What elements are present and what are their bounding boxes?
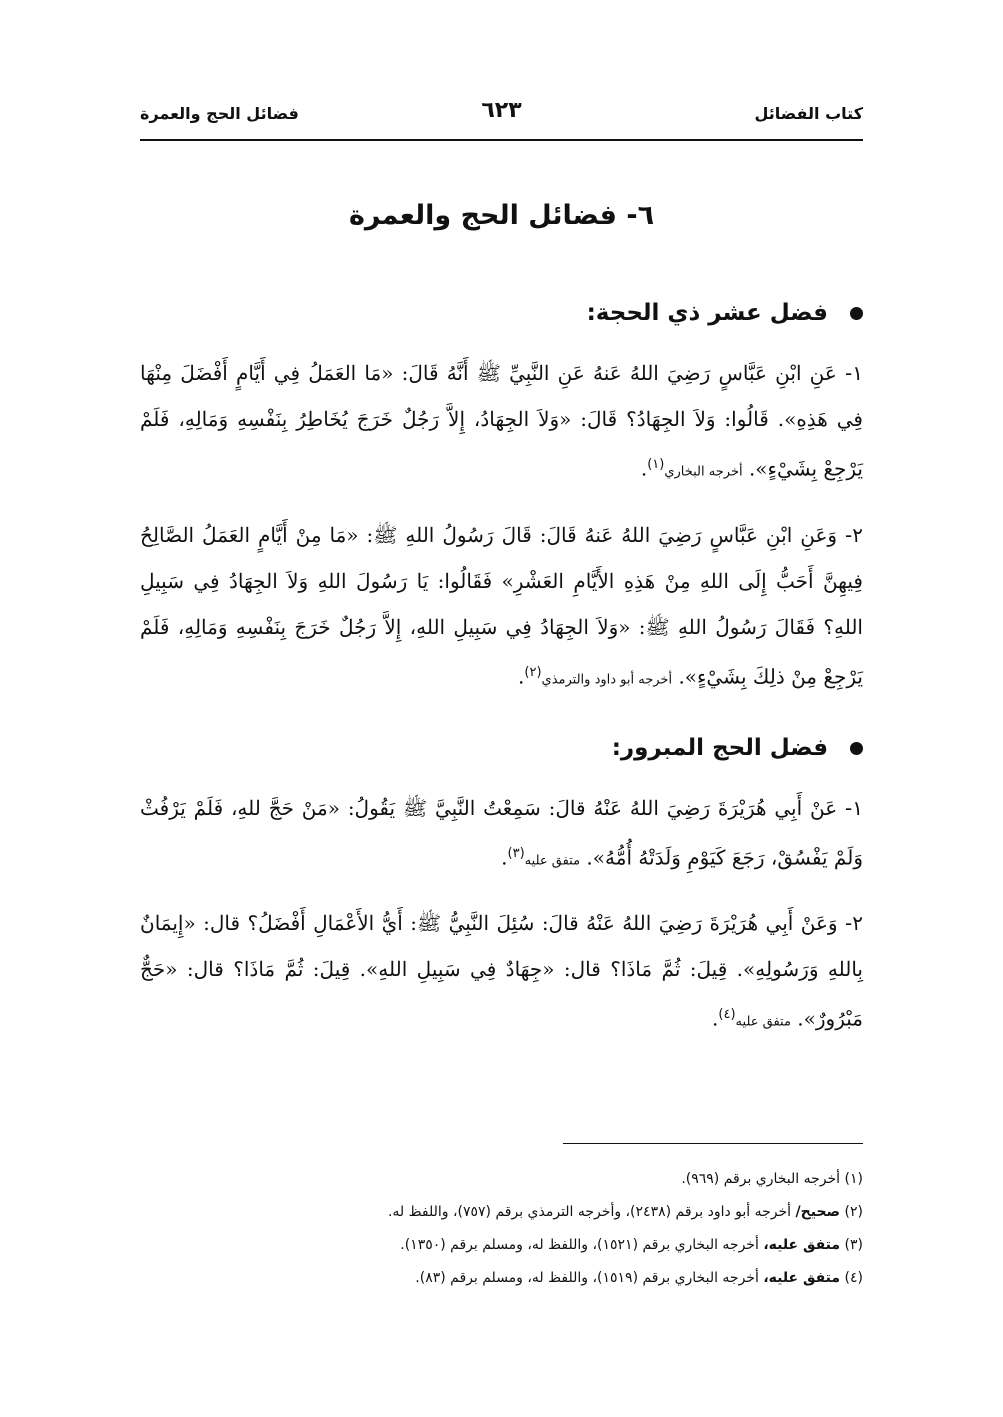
hadith-number: ٢-	[845, 911, 863, 935]
footnote-ref[interactable]: (٣)	[507, 846, 525, 861]
footnote	[140, 1196, 863, 1229]
hadith-number: ١-	[845, 361, 863, 385]
hadith-source: متفق عليه	[524, 853, 581, 869]
bullet-icon	[850, 307, 863, 320]
hadith-text: وَعَنِ ابْنِ عَبَّاسٍ رَضِيَ اللهُ عَنهُ قَالَ: قَالَ رَسُولُ اللهِ ﷺ: «مَا مِنْ أَيَّامٍ العَمَلُ الصَّالِحُ فِيهِنَّ أَحَبُّ إِلَى اللهِ مِنْ هَذِهِ الأَيَّامِ العَشْرِ» فَقَالُوا: يَا رَسُولَ اللهِ وَلاَ الجِهَادُ فِي سَبِيلِ اللهِ؟ فَقَالَ رَسُولُ اللهِ ﷺ: «وَلاَ الجِهَادُ فِي سَبِيلِ اللهِ، إِلاَّ رَجُلٌ خَرَجَ بِنَفْسِهِ وَمَالِهِ، فَلَمْ يَرْجِعْ مِنْ ذلِكَ بِشَيْءٍ».	[140, 523, 863, 689]
footnote-ref[interactable]: (١)	[647, 457, 665, 472]
hadith-source: متفق عليه	[735, 1014, 791, 1030]
section-title: فضل عشر ذي الحجة:	[586, 300, 828, 326]
footnote	[140, 1262, 863, 1295]
header-book-title: كتاب الفضائل	[754, 104, 863, 123]
hadith-text: عَنْ أَبِي هُرَيْرَةَ رَضِيَ اللهُ عَنْهُ قالَ: سَمِعْتُ النَّبِيَّ ﷺ يَقُولُ: «مَنْ حَجَّ للهِ، فَلَمْ يَرْفُثْ وَلَمْ يَفْسُقْ، رَجَعَ كَيَوْمِ وَلَدَتْهُ أُمُّهُ».	[140, 796, 863, 870]
bullet-icon	[850, 742, 863, 755]
footnotes	[140, 1163, 863, 1295]
hadith-number: ٢-	[845, 523, 863, 547]
footnote-number: (٣)	[844, 1237, 863, 1253]
footnote-label: صحيح/	[795, 1204, 841, 1220]
running-header	[140, 98, 863, 138]
footnote-text: أخرجه البخاري برقم (٩٦٩).	[681, 1171, 841, 1187]
header-divider	[140, 139, 863, 141]
footnote-ref[interactable]: (٢)	[524, 665, 542, 680]
footnote-text: أخرجه البخاري برقم (١٥٢١)، واللفظ له، ومسلم برقم (١٣٥٠).	[400, 1237, 759, 1253]
hadith-paragraph: ١- عَنِ ابْنِ عَبَّاسٍ رَضِيَ اللهُ عَنهُ عَنِ النَّبِيِّ ﷺ أَنَّهُ قَالَ: «مَا العَمَلُ فِي أَيَّامٍ أَفْضَلَ مِنْهَا فِي هَذِهِ». قَالُوا: وَلاَ الجِهَادُ؟ قَالَ: «وَلاَ الجِهَادُ، إِلاَّ رَجُلٌ خَرَجَ يُخَاطِرُ بِنَفْسِهِ وَمَالِهِ، فَلَمْ يَرْجِعْ بِشَيْءٍ». أخرجه البخاري$^{(١)}$.	[140, 361, 863, 481]
header-chapter-title: فضائل الحج والعمرة	[140, 104, 299, 123]
hadith-text: عَنِ ابْنِ عَبَّاسٍ رَضِيَ اللهُ عَنهُ عَنِ النَّبِيِّ ﷺ أَنَّهُ قَالَ: «مَا العَمَلُ فِي أَيَّامٍ أَفْضَلَ مِنْهَا فِي هَذِهِ». قَالُوا: وَلاَ الجِهَادُ؟ قَالَ: «وَلاَ الجِهَادُ، إِلاَّ رَجُلٌ خَرَجَ يُخَاطِرُ بِنَفْسِهِ وَمَالِهِ، فَلَمْ يَرْجِعْ بِشَيْءٍ».	[140, 361, 863, 481]
hadith-paragraph: ٢- وَعَنْ أَبِي هُرَيْرَةَ رَضِيَ اللهُ عَنْهُ قالَ: سُئِلَ النَّبِيُّ ﷺ: أَيُّ الأَعْمَالِ أَفْضَلُ؟ قال: «إِيمَانٌ بِاللهِ وَرَسُولِهِ». قِيلَ: ثُمَّ مَاذَا؟ قال: «جِهَادٌ فِي سَبِيلِ اللهِ». قِيلَ: ثُمَّ مَاذَا؟ قال: «حَجٌّ مَبْرُورٌ». متفق عليه$^{(٤)}$.	[140, 911, 863, 1031]
footnote	[140, 1163, 863, 1196]
hadith-text: وَعَنْ أَبِي هُرَيْرَةَ رَضِيَ اللهُ عَنْهُ قالَ: سُئِلَ النَّبِيُّ ﷺ: أَيُّ الأَعْمَالِ أَفْضَلُ؟ قال: «إِيمَانٌ بِاللهِ وَرَسُولِهِ». قِيلَ: ثُمَّ مَاذَا؟ قال: «جِهَادٌ فِي سَبِيلِ اللهِ». قِيلَ: ثُمَّ مَاذَا؟ قال: «حَجٌّ مَبْرُورٌ».	[140, 911, 863, 1031]
hadith-paragraph: ١- عَنْ أَبِي هُرَيْرَةَ رَضِيَ اللهُ عَنْهُ قالَ: سَمِعْتُ النَّبِيَّ ﷺ يَقُولُ: «مَنْ حَجَّ للهِ، فَلَمْ يَرْفُثْ وَلَمْ يَفْسُقْ، رَجَعَ كَيَوْمِ وَلَدَتْهُ أُمُّهُ». متفق عليه$^{(٣)}$.	[140, 796, 863, 870]
footnote-divider	[563, 1143, 863, 1144]
footnote-number: (١)	[844, 1171, 863, 1187]
page-number: ٦٢٣	[481, 98, 522, 123]
hadith-source: أخرجه البخاري	[664, 464, 743, 480]
footnote	[140, 1229, 863, 1262]
hadith-paragraph: ٢- وَعَنِ ابْنِ عَبَّاسٍ رَضِيَ اللهُ عَنهُ قَالَ: قَالَ رَسُولُ اللهِ ﷺ: «مَا مِنْ أَيَّامٍ العَمَلُ الصَّالِحُ فِيهِنَّ أَحَبُّ إِلَى اللهِ مِنْ هَذِهِ الأَيَّامِ العَشْرِ» فَقَالُوا: يَا رَسُولَ اللهِ وَلاَ الجِهَادُ فِي سَبِيلِ اللهِ؟ فَقَالَ رَسُولُ اللهِ ﷺ: «وَلاَ الجِهَادُ فِي سَبِيلِ اللهِ، إِلاَّ رَجُلٌ خَرَجَ بِنَفْسِهِ وَمَالِهِ، فَلَمْ يَرْجِعْ مِنْ ذلِكَ بِشَيْءٍ». أخرجه أبو داود والترمذي$^{(٢)}$.	[140, 523, 863, 689]
section-heading	[140, 735, 863, 761]
chapter-title: ٦- فضائل الحج والعمرة	[348, 200, 655, 231]
footnote-number: (٤)	[844, 1270, 863, 1286]
hadith-number: ١-	[845, 796, 863, 820]
footnote-label: متفق عليه،	[763, 1237, 841, 1253]
footnote-text: أخرجه البخاري برقم (١٥١٩)، واللفظ له، ومسلم برقم (٨٣).	[415, 1270, 759, 1286]
hadith-source: أخرجه أبو داود والترمذي	[541, 672, 673, 688]
section-title: فضل الحج المبرور:	[611, 735, 828, 761]
footnote-text: أخرجه أبو داود برقم (٢٤٣٨)، وأخرجه الترمذي برقم (٧٥٧)، واللفظ له.	[387, 1204, 792, 1220]
footnote-number: (٢)	[844, 1204, 863, 1220]
footnote-label: متفق عليه،	[763, 1270, 841, 1286]
footnote-ref[interactable]: (٤)	[718, 1007, 736, 1022]
section-heading	[140, 300, 863, 326]
